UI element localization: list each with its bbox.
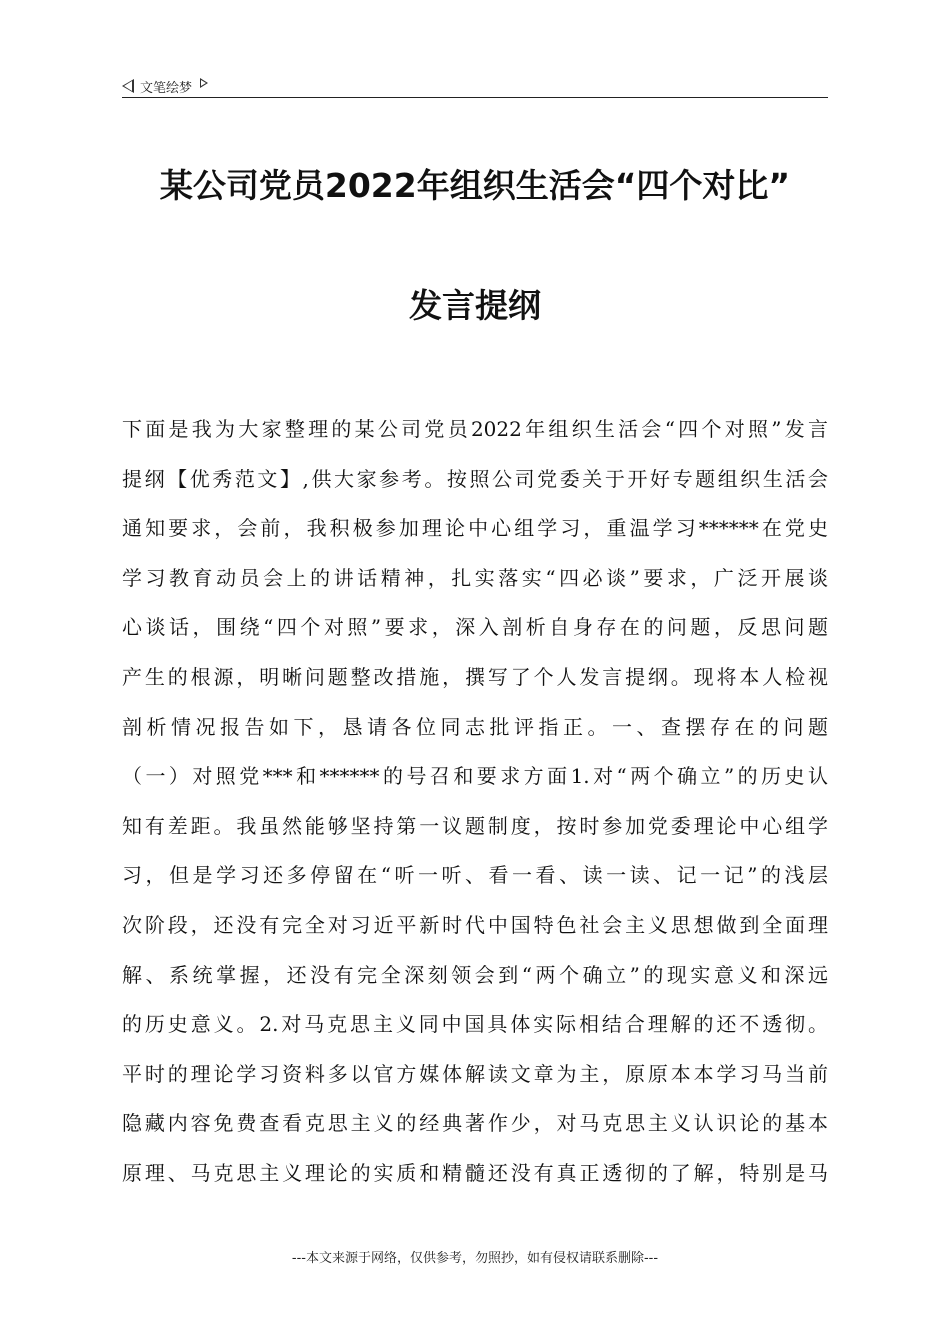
body-line: 解、系统掌握，还没有完全深刻领会到“两个确立”的现实意义和深远 xyxy=(122,962,828,987)
triangle-left-icon xyxy=(122,79,134,93)
body-line: 学习教育动员会上的讲话精神，扎实落实“四必谈”要求，广泛开展谈 xyxy=(122,565,828,590)
body-line: 习，但是学习还多停留在“听一听、看一看、读一读、记一记”的浅层 xyxy=(122,863,828,888)
page-footer-note: ---本文来源于网络，仅供参考，勿照抄，如有侵权请联系删除--- xyxy=(291,1251,659,1266)
body-paragraph xyxy=(122,405,828,1199)
header-divider xyxy=(122,97,828,98)
body-line: 通知要求，会前，我积极参加理论中心组学习，重温学习******在党史 xyxy=(122,516,828,541)
page-header xyxy=(122,74,828,98)
document-title-line-1: 某公司党员2022年组织生活会“四个对比” xyxy=(159,166,791,205)
body-line: 知有差距。我虽然能够坚持第一议题制度，按时参加党委理论中心组学 xyxy=(122,813,828,838)
body-line: 提纲【优秀范文】,供大家参考。按照公司党委关于开好专题组织生活会 xyxy=(122,466,828,491)
body-line: 的历史意义。2.对马克思主义同中国具体实际相结合理解的还不透彻。 xyxy=(122,1012,828,1037)
body-line: 原理、马克思主义理论的实质和精髓还没有真正透彻的了解，特别是马 xyxy=(122,1160,828,1185)
document-title-line-2: 发言提纲 xyxy=(409,286,541,325)
body-line: 隐藏内容免费查看克思主义的经典著作少，对马克思主义认识论的基本 xyxy=(122,1111,828,1136)
header-brand: 文笔绘梦 xyxy=(140,80,193,96)
body-line: 产生的根源，明晰问题整改措施，撰写了个人发言提纲。现将本人检视 xyxy=(122,664,828,689)
body-line: 次阶段，还没有完全对习近平新时代中国特色社会主义思想做到全面理 xyxy=(122,912,828,937)
body-line: 心谈话，围绕“四个对照”要求，深入剖析自身存在的问题，反思问题 xyxy=(122,615,828,640)
body-line: 平时的理论学习资料多以官方媒体解读文章为主，原原本本学习马当前 xyxy=(122,1061,828,1086)
body-line: （一）对照党***和******的号召和要求方面1.对“两个确立”的历史认 xyxy=(122,764,828,789)
body-line: 剖析情况报告如下，恳请各位同志批评指正。一、查摆存在的问题 xyxy=(122,714,828,739)
body-line: 下面是我为大家整理的某公司党员2022年组织生活会“四个对照”发言 xyxy=(122,417,828,441)
triangle-right-icon xyxy=(200,78,208,88)
